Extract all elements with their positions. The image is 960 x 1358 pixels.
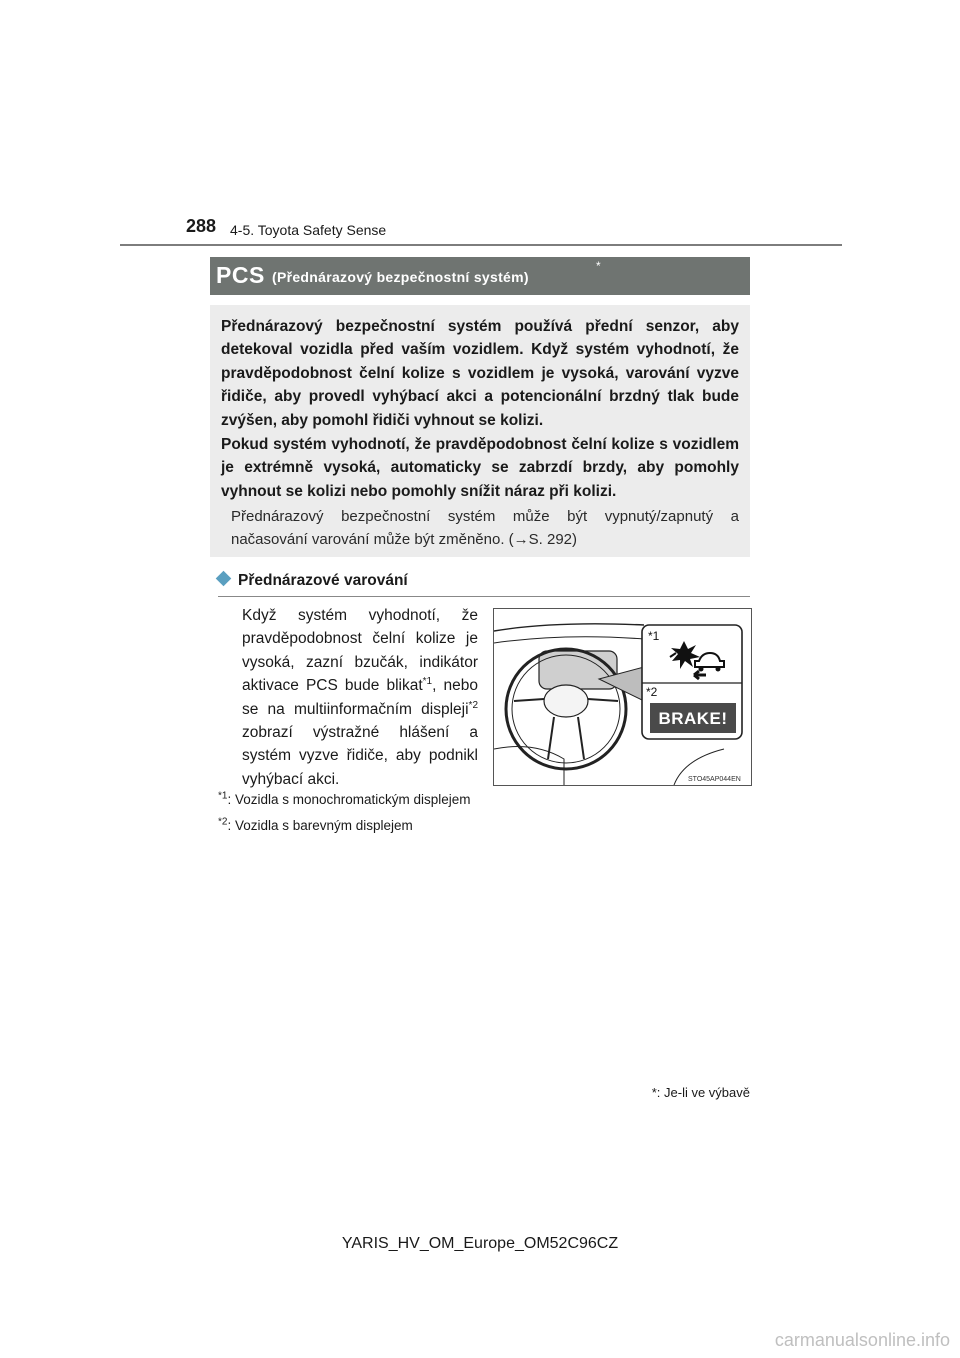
- diamond-icon: [216, 571, 232, 587]
- intro-paragraph-1: Přednárazový bezpečnostní systém používá přední senzor, aby detekoval vozidla před vaším vozidlem. Když systém vyhodnotí, že pravděpodobnost čelní kolize s vozidlem je vysoká, varování vyzve řidiče, aby provedl vyhýbací akci a potencionální brzdný tlak bude zvýšen, aby pomohl řidiči vyhnout se kolizi.: [221, 318, 739, 429]
- watermark: carmanualsonline.info: [774, 1330, 950, 1350]
- subsection-heading-text: Přednárazové varování: [238, 572, 408, 589]
- footnote-2-mark: *2: [218, 816, 228, 828]
- intro-note: Přednárazový bezpečnostní systém může být vypnutý/zapnutý a načasování varování může být změněno. (→S. 292): [231, 508, 739, 548]
- warning-text-2: , nebo se na multiinformačním displeji: [242, 677, 478, 718]
- ref-marker-1: *1: [422, 676, 433, 688]
- warning-text-3: zobrazí výstražné hlášení a systém vyzve řidiče, aby podnikl vyhýbací akci.: [242, 724, 478, 788]
- dashboard-drawing: [494, 609, 751, 785]
- section-title-bar: [210, 257, 750, 295]
- footnote-2: [218, 818, 413, 833]
- intro-box: [210, 305, 750, 557]
- figure-code: STO45AP044EN: [688, 776, 741, 783]
- footnote-1-mark: *1: [218, 790, 228, 802]
- footnote-1: [218, 792, 471, 807]
- section-title: PCS: [216, 262, 265, 288]
- footnote-2-text: : Vozidla s barevným displejem: [227, 818, 413, 833]
- page-number: 288: [186, 216, 217, 236]
- warning-text-1: Když systém vyhodnotí, že pravděpodobnost čelní kolize je vysoká, zazní bzučák, indikátor aktivace PCS bude blikat: [242, 607, 478, 695]
- subsection-divider: [218, 596, 750, 597]
- subsection-heading: [218, 572, 408, 590]
- ref-marker-2: *2: [468, 699, 478, 711]
- document-code: YARIS_HV_OM_Europe_OM52C96CZ: [341, 1235, 619, 1252]
- dashboard-illustration: [493, 608, 752, 786]
- chapter-title: 4-5. Toyota Safety Sense: [230, 222, 387, 238]
- intro-paragraph-2: Pokud systém vyhodnotí, že pravděpodobnost čelní kolize s vozidlem je extrémně vysoká, automaticky se zabrzdí brzdy, aby pomohly vyhnout se kolizi nebo pomohly snížit náraz při kolizi.: [221, 436, 739, 500]
- footnote-1-text: : Vozidla s monochromatickým displejem: [227, 792, 471, 807]
- warning-description: [242, 604, 478, 791]
- callout-label-1: *1: [648, 629, 660, 643]
- availability-star: *: [596, 259, 601, 273]
- callout-label-2: *2: [646, 685, 658, 699]
- availability-note: *: Je-li ve výbavě: [651, 1085, 750, 1100]
- section-subtitle: (Přednárazový bezpečnostní systém): [272, 269, 529, 285]
- header-divider: [120, 244, 842, 246]
- brake-warning-text: BRAKE!: [658, 709, 728, 728]
